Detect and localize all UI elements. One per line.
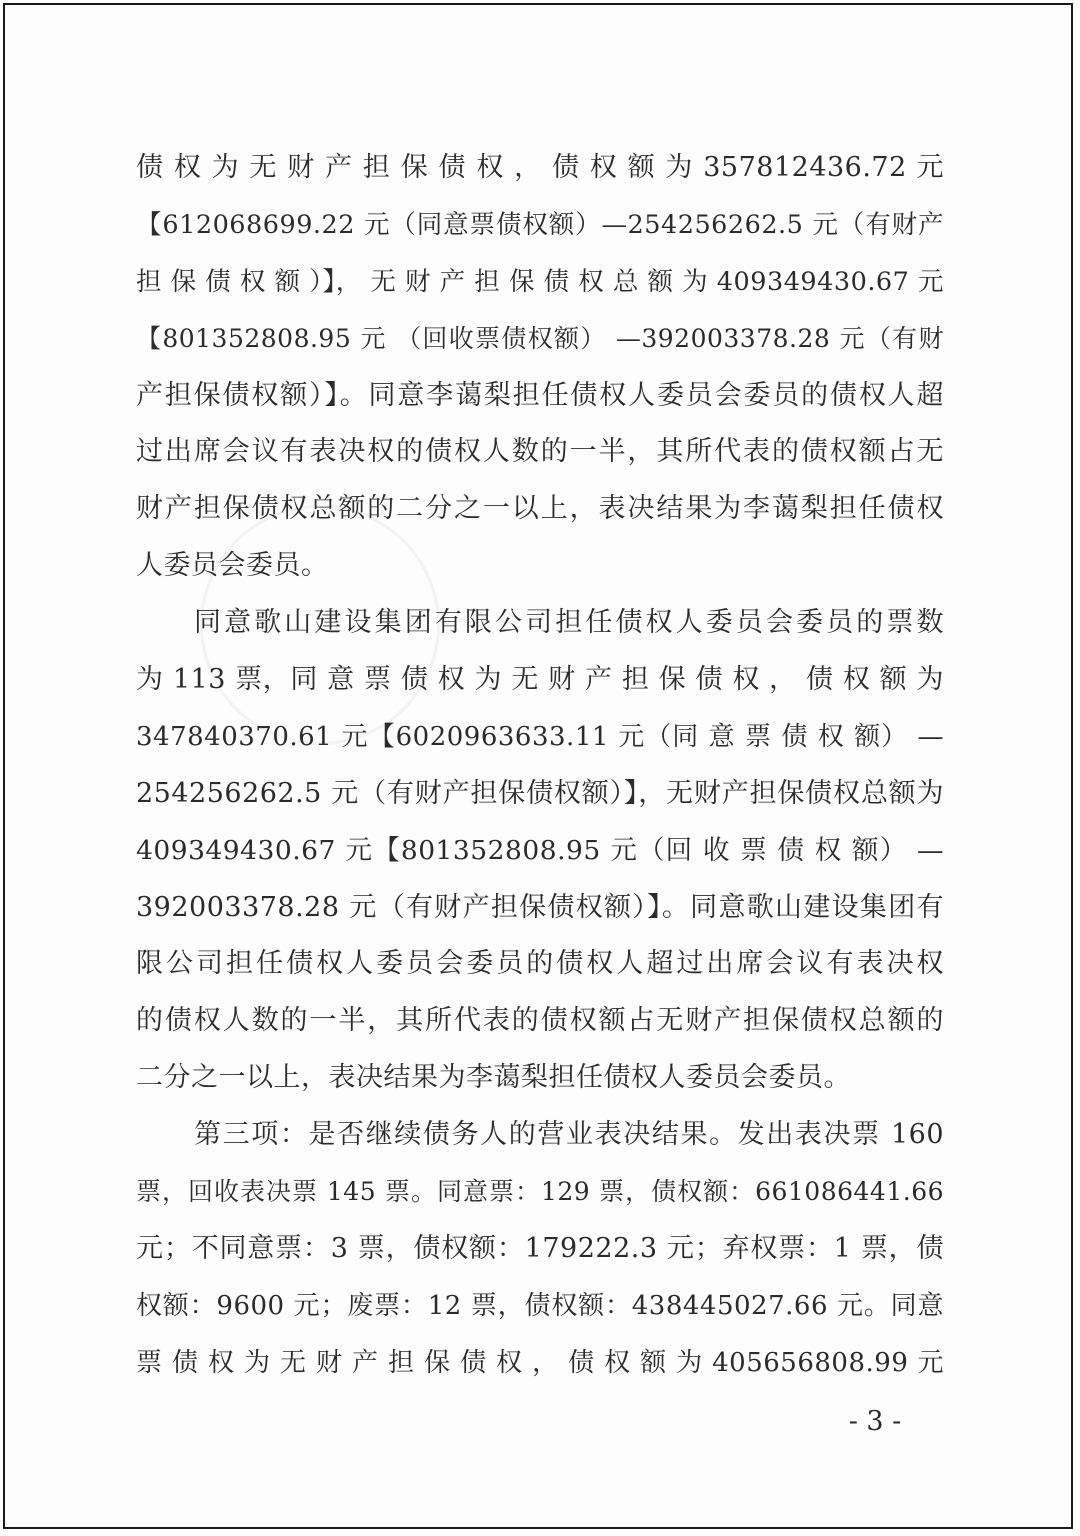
- text-line: 债 权 为 无 财 产 担 保 债 权 ， 债 权 额 为 357812436.72 元: [136, 152, 944, 183]
- text-line: 权额：9600 元；废票：12 票，债权额：438445027.66 元。同意: [136, 1290, 944, 1321]
- text-line: 的债权人数的一半，其所代表的债权额占无财产担保债权总额的: [136, 1005, 944, 1037]
- text-line: 第三项：是否继续债务人的营业表决结果。发出表决票 160: [194, 1119, 944, 1151]
- text-line: 元；不同意票：3 票，债权额：179222.3 元；弃权票：1 票，债: [136, 1232, 944, 1264]
- text-line: 票 债 权 为 无 财 产 担 保 债 权 ， 债 权 额 为 405656808.99 元: [136, 1347, 944, 1378]
- text-line: 人委员会委员。: [136, 550, 329, 582]
- text-line: 347840370.61 元【6020963633.11 元（同 意 票 债 权 额） —: [136, 721, 944, 752]
- text-line: 产担保债权额）】。同意李蔼梨担任债权人委员会委员的债权人超: [136, 379, 944, 411]
- text-line: 254256262.5 元（有财产担保债权额）】，无财产担保债权总额为: [136, 777, 944, 809]
- text-line: 二分之一以上，表决结果为李蔼梨担任债权人委员会委员。: [136, 1062, 851, 1094]
- text-line: 过出席会议有表决权的债权人数的一半，其所代表的债权额占无: [136, 436, 944, 468]
- text-line: 392003378.28 元（有财产担保债权额）】。同意歌山建设集团有: [136, 891, 944, 923]
- page-number: - 3 -: [848, 1406, 902, 1437]
- text-line: 【801352808.95 元 （回收票债权额） —392003378.28 元（有财: [136, 323, 944, 353]
- text-line: 同意歌山建设集团有限公司担任债权人委员会委员的票数: [194, 607, 944, 639]
- text-line: 担 保 债 权 额 ）】， 无 财 产 担 保 债 权 总 额 为 409349430.67 元: [136, 266, 944, 297]
- text-line: 为 113 票，同 意 票 债 权 为 无 财 产 担 保 债 权 ， 债 权 额 为: [136, 664, 944, 696]
- text-line: 票，回收表决票 145 票。同意票：129 票，债权额：661086441.66: [136, 1177, 944, 1207]
- text-line: 财产担保债权总额的二分之一以上，表决结果为李蔼梨担任债权: [136, 493, 944, 525]
- text-line: 限公司担任债权人委员会委员的债权人超过出席会议有表决权: [136, 948, 944, 980]
- text-line: 【612068699.22 元（同意票债权额）—254256262.5 元（有财产: [136, 209, 944, 240]
- document-body: [136, 140, 944, 1392]
- text-line: 409349430.67 元【801352808.95 元（回 收 票 债 权 额） —: [136, 834, 944, 866]
